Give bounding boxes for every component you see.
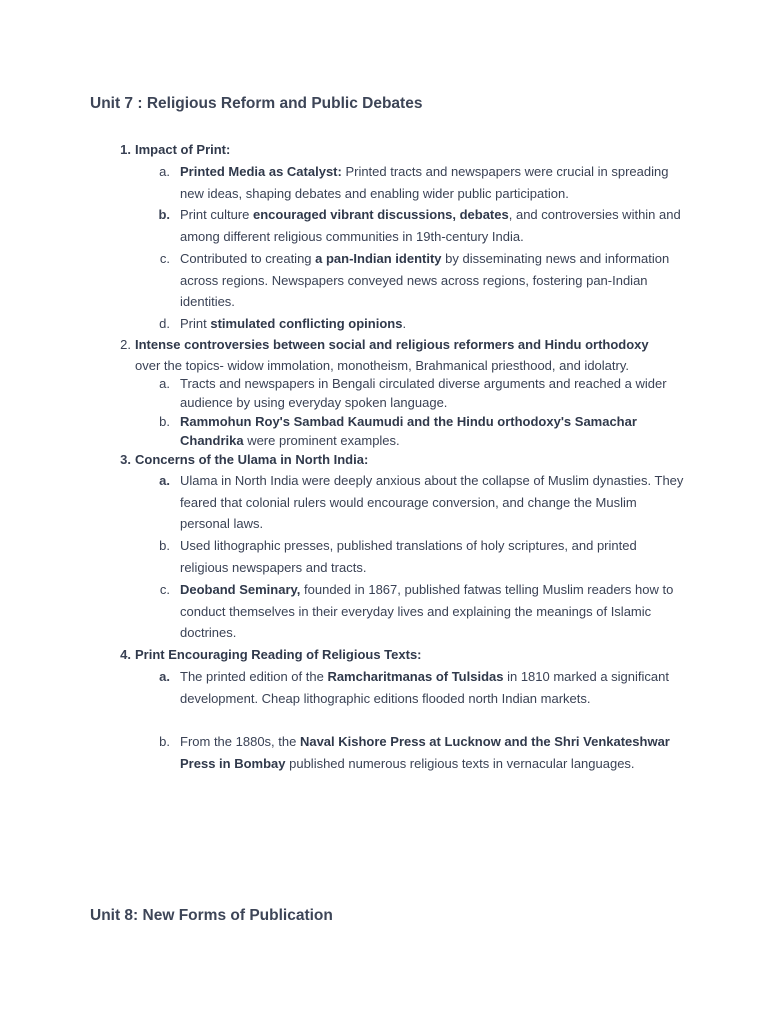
- subitem-text: Used lithographic presses, published translations of holy scriptures, and printed religious newspapers and tracts.: [180, 538, 637, 575]
- list-letter: c.: [159, 582, 170, 597]
- list-letter: a.: [159, 473, 170, 488]
- list-subitem-1c: [159, 248, 685, 313]
- subitem-bold: Rammohun Roy's Sambad Kaumudi and the Hindu orthodoxy's Samachar Chandrika: [180, 414, 637, 448]
- list-number: 1.: [120, 142, 131, 157]
- list-number: 2.: [120, 337, 131, 352]
- list-item-2: [120, 334, 683, 356]
- list-letter: b.: [159, 734, 170, 749]
- subitem-text-pre: Print culture: [180, 207, 253, 222]
- list-letter: d.: [159, 316, 170, 331]
- list-item-2-subtitle: over the topics- widow immolation, monotheism, Brahmanical priesthood, and idolatry.: [135, 358, 629, 373]
- list-letter: a.: [159, 376, 170, 391]
- list-subitem-3c: [159, 579, 685, 644]
- unit-8-heading: Unit 8: New Forms of Publication: [90, 907, 333, 924]
- list-letter: b.: [158, 207, 170, 222]
- unit-7-heading: Unit 7 : Religious Reform and Public Debates: [90, 95, 423, 112]
- subitem-bold: Naval Kishore Press at Lucknow and the Shri Venkateshwar Press in Bombay: [180, 734, 670, 771]
- list-subitem-1d: [159, 313, 685, 335]
- subitem-text-post: were prominent examples.: [243, 433, 400, 448]
- subitem-bold: Ramcharitmanas of Tulsidas: [327, 669, 504, 684]
- list-subitem-2a: [159, 374, 685, 412]
- subitem-bold: Printed Media as Catalyst:: [180, 164, 342, 179]
- list-number: 4.: [120, 647, 131, 662]
- list-subitem-3b: [159, 535, 685, 578]
- subitem-text-post: founded in 1867, published fatwas telling Muslim readers how to conduct themselves in their everyday lives and explaining the meanings of Islamic doctrines.: [180, 582, 674, 641]
- list-letter: a.: [159, 164, 170, 179]
- list-item-title: Impact of Print:: [135, 142, 231, 157]
- subitem-text-post: in 1810 marked a significant development. Cheap lithographic editions flooded north Indian markets.: [180, 669, 669, 706]
- subitem-text: Ulama in North India were deeply anxious about the collapse of Muslim dynasties. They feared that colonial rulers would encourage conversion, and change the Muslim personal laws.: [180, 473, 684, 532]
- subitem-text-post: , and controversies within and among different religious communities in 19th-century India.: [180, 207, 681, 244]
- subitem-text-pre: From the 1880s, the: [180, 734, 300, 749]
- list-letter: b.: [159, 414, 170, 429]
- list-subitem-4b: [159, 731, 685, 774]
- subitem-text-post: by disseminating news and information across regions. Newspapers conveyed news across regions, fostering pan-Indian identities.: [180, 251, 670, 310]
- list-number: 3.: [120, 452, 131, 467]
- subitem-text-pre: The printed edition of the: [180, 669, 328, 684]
- subitem-text-post: .: [402, 316, 407, 331]
- list-item-title: Intense controversies between social and religious reformers and Hindu orthodoxy: [135, 337, 649, 352]
- subitem-bold: encouraged vibrant discussions, debates: [252, 207, 509, 222]
- list-item-title: Print Encouraging Reading of Religious Texts:: [135, 647, 422, 662]
- subitem-bold: Deoband Seminary,: [180, 582, 301, 597]
- list-subitem-1b: [158, 204, 685, 247]
- list-subitem-1a: [159, 161, 685, 204]
- list-letter: a.: [159, 669, 170, 684]
- list-letter: b.: [159, 538, 170, 553]
- list-subitem-3a: [159, 470, 685, 535]
- list-letter: c.: [159, 251, 170, 266]
- list-item-1: [120, 139, 683, 161]
- subitem-text-post: published numerous religious texts in vernacular languages.: [285, 755, 635, 771]
- subitem-text: Printed tracts and newspapers were crucial in spreading new ideas, shaping debates and enabling wider public participation.: [180, 164, 669, 201]
- subitem-text-pre: Contributed to creating: [180, 251, 316, 266]
- list-item-title: Concerns of the Ulama in North India:: [135, 452, 369, 467]
- subitem-bold: a pan-Indian identity: [315, 251, 442, 266]
- subitem-text: Tracts and newspapers in Bengali circulated diverse arguments and reached a wider audience by using everyday spoken language.: [180, 376, 667, 410]
- subitem-text-pre: Print: [180, 316, 211, 331]
- list-item-3: [120, 449, 683, 471]
- list-subitem-2b: [159, 412, 685, 450]
- list-subitem-4a: [159, 666, 685, 709]
- list-item-4: [120, 644, 683, 666]
- subitem-bold: stimulated conflicting opinions: [210, 316, 403, 331]
